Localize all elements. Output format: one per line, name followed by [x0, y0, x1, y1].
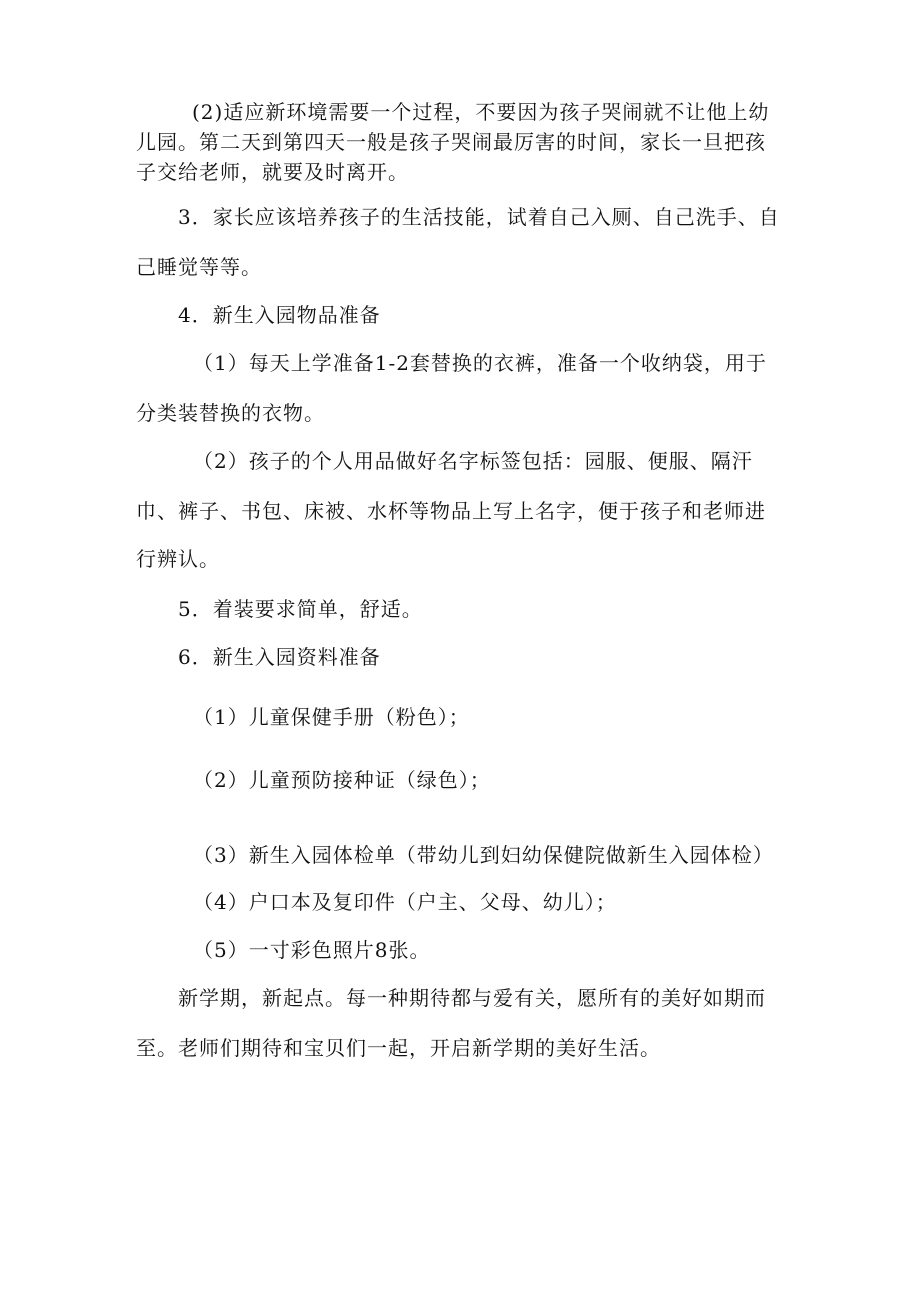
text-line: 至。老师们期待和宝贝们一起，开启新学期的美好生活。: [136, 1036, 661, 1060]
list-item: （3）新生入园体检单（带幼儿到妇幼保健院做新生入园体检）: [193, 843, 774, 867]
section-heading: 4．新生入园物品准备: [178, 303, 381, 327]
list-item: （5）一寸彩色照片8张。: [193, 938, 431, 962]
list-item: （2）儿童预防接种证（绿色）；: [193, 768, 491, 792]
text-line: 儿园。第二天到第四天一般是孩子哭闹最厉害的时间，家长一旦把孩: [136, 130, 766, 154]
text-line: 子交给老师，就要及时离开。: [136, 160, 409, 184]
text-line: 3．家长应该培养孩子的生活技能，试着自己入厕、自己洗手、自: [178, 205, 780, 229]
text-line: 己睡觉等等。: [136, 255, 262, 279]
text-line: 巾、裤子、书包、床被、水杯等物品上写上名字，便于孩子和老师进: [136, 499, 766, 523]
text-line: (2)适应新环境需要一个过程，不要因为孩子哭闹就不让他上幼: [192, 100, 770, 124]
list-item: （1）儿童保健手册（粉色）；: [193, 705, 470, 729]
list-item: （4）户口本及复印件（户主、父母、幼儿）；: [193, 890, 617, 914]
text-line: 新学期，新起点。每一种期待都与爱有关，愿所有的美好如期而: [178, 986, 766, 1010]
text-line: 分类装替换的衣物。: [136, 401, 325, 425]
text-line: （2）孩子的个人用品做好名字标签包括：园服、便服、隔汗: [193, 449, 753, 473]
text-line: 5．着装要求简单，舒适。: [178, 597, 423, 621]
section-heading: 6．新生入园资料准备: [178, 645, 381, 669]
text-line: （1）每天上学准备1-2套替换的衣裤，准备一个收纳袋，用于: [193, 351, 767, 375]
text-line: 行辨认。: [136, 547, 220, 571]
